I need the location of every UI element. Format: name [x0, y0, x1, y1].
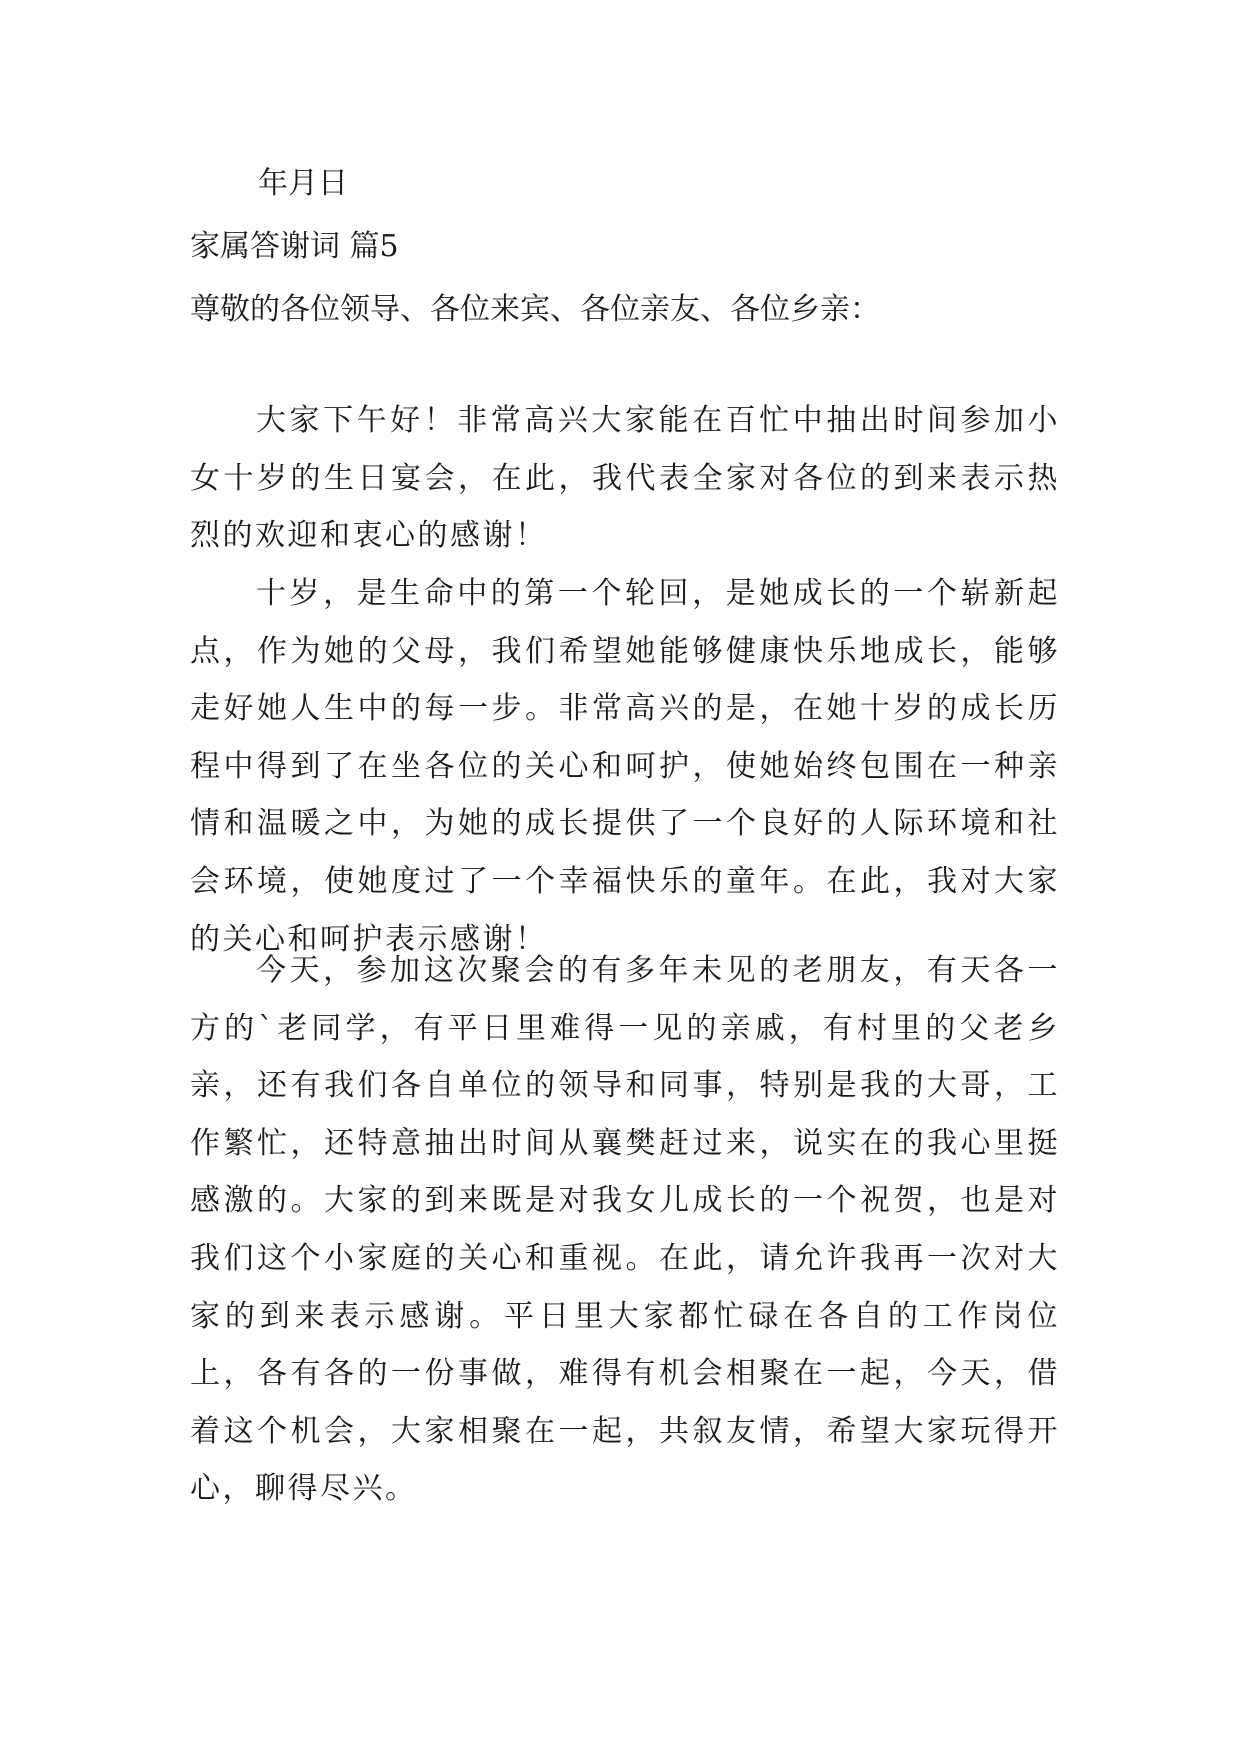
paragraph-guests-thanks: 今天，参加这次聚会的有多年未见的老朋友，有天各一方的`老同学，有平日里难得一见的亲戚，有村里的父老乡亲，还有我们各自单位的领导和同事，特别是我的大哥，工作繁忙，还特意抽出时间从襄樊赶过来，说实在的我心里挺感激的。大家的到来既是对我女儿成长的一个祝贺，也是对我们这个小家庭的关心和重视。在此，请允许我再一次对大家的到来表示感谢。平日里大家都忙碌在各自的工作岗位上，各有各的一份事做，难得有机会相聚在一起，今天，借着这个机会，大家相聚在一起，共叙友情，希望大家玩得开心，聊得尽兴。 [190, 953, 1060, 1507]
salutation: 尊敬的各位领导、各位来宾、各位亲友、各位乡亲： [190, 292, 880, 327]
speech-title: 家属答谢词 篇5 [190, 229, 399, 264]
paragraph-greeting: 大家下午好！非常高兴大家能在百忙中抽出时间参加小女十岁的生日宴会，在此，我代表全家对各位的到来表示热烈的欢迎和衷心的感谢！ [190, 403, 1060, 554]
date-line: 年月日 [258, 166, 348, 201]
paragraph-tenth-birthday: 十岁，是生命中的第一个轮回，是她成长的一个崭新起点，作为她的父母，我们希望她能够健康快乐地成长，能够走好她人生中的每一步。非常高兴的是，在她十岁的成长历程中得到了在坐各位的关心和呵护，使她始终包围在一种亲情和温暖之中，为她的成长提供了一个良好的人际环境和社会环境，使她度过了一个幸福快乐的童年。在此，我对大家的关心和呵护表示感谢！ [190, 576, 1060, 957]
